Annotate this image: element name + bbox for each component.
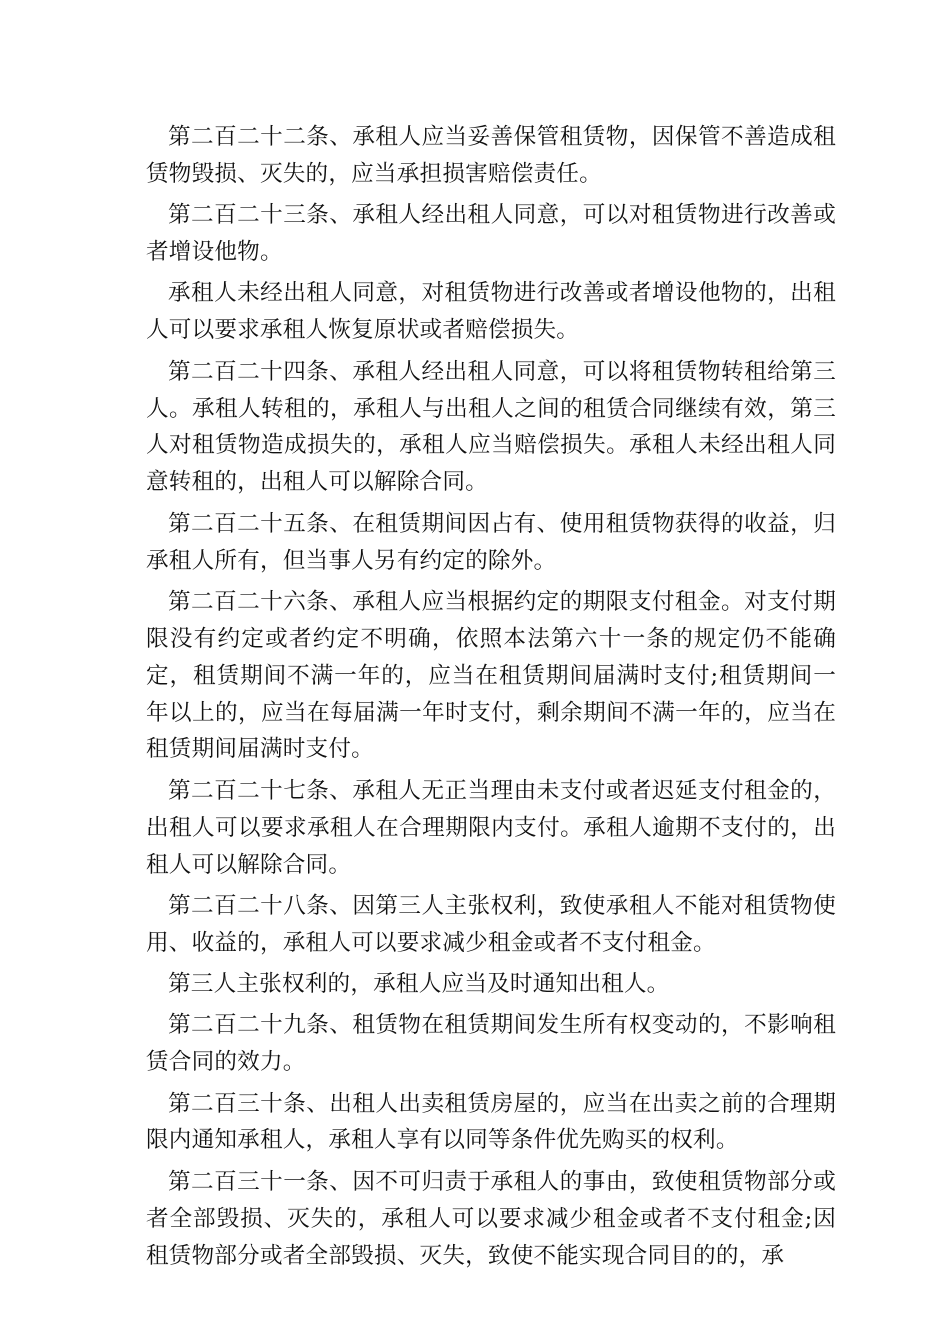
article-229-paragraph: 第二百二十九条、租赁物在租赁期间发生所有权变动的，不影响租赁合同的效力。 <box>146 1012 836 1076</box>
article-228-paragraph: 第二百二十八条、因第三人主张权利，致使承租人不能对租赁物使用、收益的，承租人可以要求减少租金或者不支付租金。 <box>146 892 836 956</box>
article-228-clause-2-paragraph: 第三人主张权利的，承租人应当及时通知出租人。 <box>168 971 670 998</box>
article-226-paragraph: 第二百二十六条、承租人应当根据约定的期限支付租金。对支付期限没有约定或者约定不明确，依照本法第六十一条的规定仍不能确定，租赁期间不满一年的，应当在租赁期间届满时支付;租赁期间一年以上的，应当在每届满一年时支付，剩余期间不满一年的，应当在租赁期间届满时支付。 <box>146 588 836 763</box>
article-230-paragraph: 第二百三十条、出租人出卖租赁房屋的，应当在出卖之前的合理期限内通知承租人，承租人享有以同等条件优先购买的权利。 <box>146 1090 836 1154</box>
article-227-paragraph: 第二百二十七条、承租人无正当理由未支付或者迟延支付租金的，出租人可以要求承租人在合理期限内支付。承租人逾期不支付的，出租人可以解除合同。 <box>146 777 836 878</box>
article-231-paragraph: 第二百三十一条、因不可归责于承租人的事由，致使租赁物部分或者全部毁损、灭失的，承租人可以要求减少租金或者不支付租金;因租赁物部分或者全部毁损、灭失，致使不能实现合同目的的，承 <box>146 1168 836 1269</box>
article-222-paragraph: 第二百二十二条、承租人应当妥善保管租赁物，因保管不善造成租赁物毁损、灭失的，应当承担损害赔偿责任。 <box>146 124 836 187</box>
document-body <box>146 119 836 1279</box>
article-223-clause-2-paragraph: 承租人未经出租人同意，对租赁物进行改善或者增设他物的，出租人可以要求承租人恢复原状或者赔偿损失。 <box>146 280 836 344</box>
article-224-paragraph: 第二百二十四条、承租人经出租人同意，可以将租赁物转租给第三人。承租人转租的，承租人与出租人之间的租赁合同继续有效，第三人对租赁物造成损失的，承租人应当赔偿损失。承租人未经出租人同意转租的，出租人可以解除合同。 <box>146 358 836 496</box>
article-223-paragraph: 第二百二十三条、承租人经出租人同意，可以对租赁物进行改善或者增设他物。 <box>146 202 836 266</box>
article-225-paragraph: 第二百二十五条、在租赁期间因占有、使用租赁物获得的收益，归承租人所有，但当事人另有约定的除外。 <box>146 510 836 574</box>
